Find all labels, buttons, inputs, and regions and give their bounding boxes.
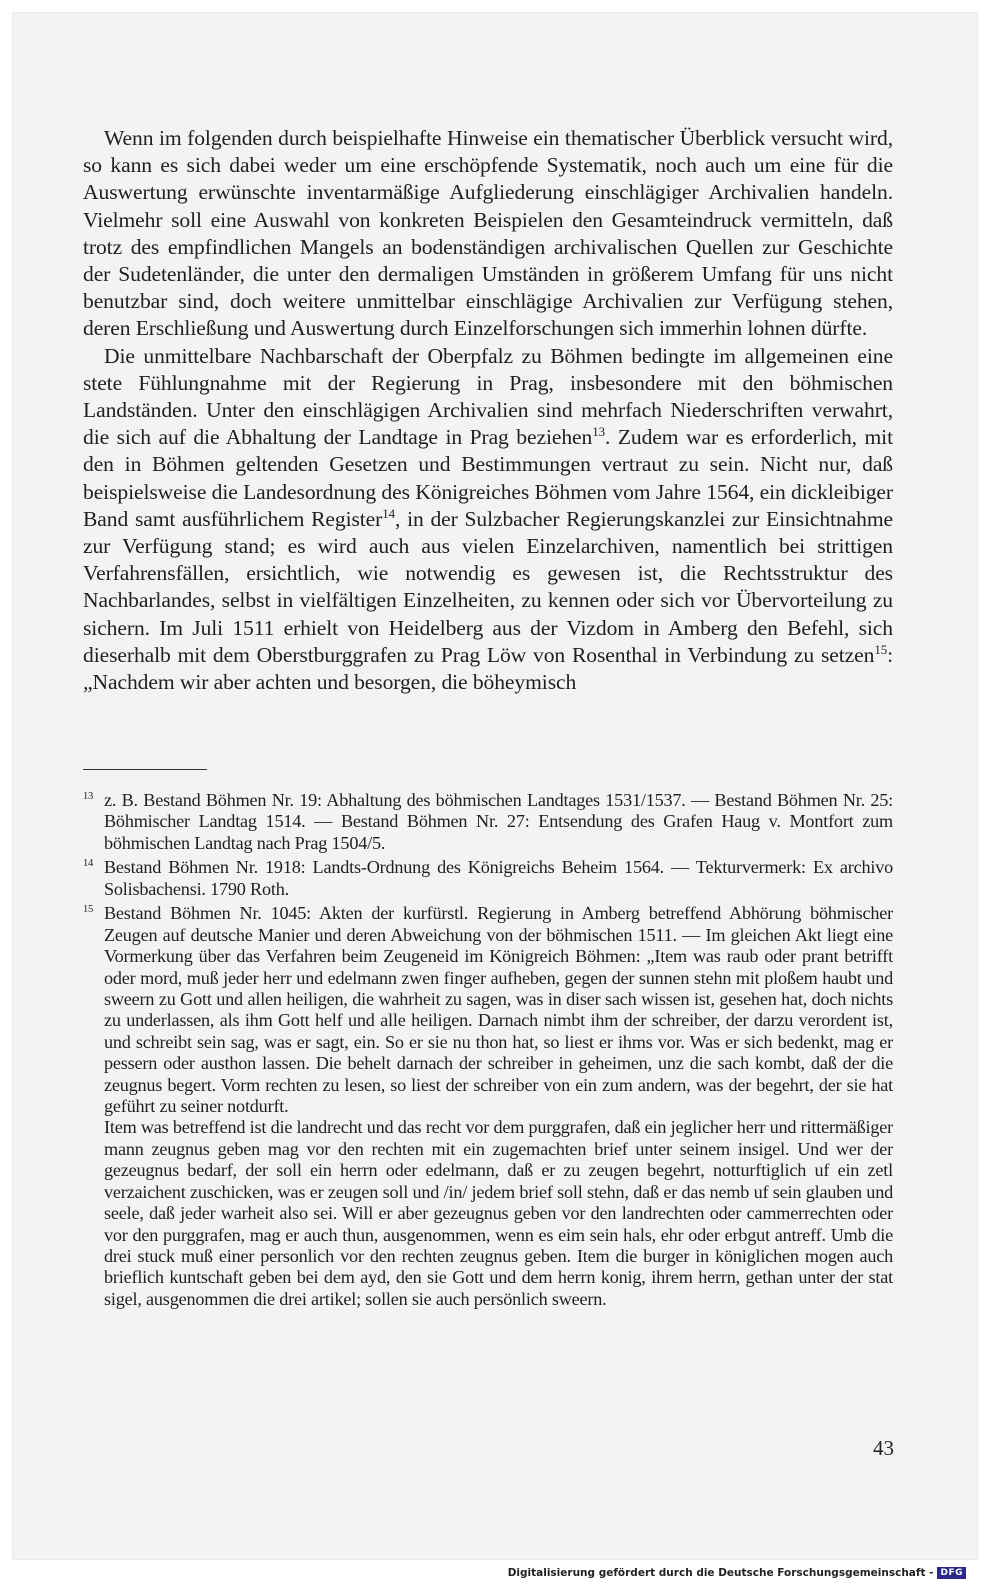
footnote-number: 15	[83, 904, 94, 916]
dfg-logo: DFG	[937, 1567, 966, 1579]
footnotes	[83, 790, 893, 1313]
footnote-text: Bestand Böhmen Nr. 1045: Akten der kurfürstl. Regierung in Amberg betreffend Abhörung böhmischer Zeugen auf deutsche Manier und deren Abweichung von der böhmischen 1511. — Im gleichen Akt liegt eine Vormerkung über das Verfahren beim Zeugeneid im Königreich Böhmen: „Item was raub oder prant betrifft oder mord, muß jeder herr und edelmann zwen finger aufheben, gegen der sunnen stehn mit ploßem haubt und sweern zu Gott und allen heiligen, die wahrheit zu sagen, was in diser sach wissen ist, gesehen hat, doch nichts zu underlassen, als ihm Gott helf und alle heiligen. Darnach nimbt ihm der schreiber, der darzu verordent ist, und schreibt sein sag, was er sagt, ein. So er sie nu thon hat, so liest er ihms vor. Was er sich bedenkt, mag er pessern oder austhon lassen. Die behelt darnach der schreiber in geheimen, unz die sach kombt, daß der die zeugnus begert. Vorm rechten zu lesen, so liest der schreiber von ein zum andern, was der begehrt, der sie hat geführt zu seiner notdurft.	[104, 903, 893, 1117]
footnote-14	[83, 857, 893, 900]
paragraph-2-text-d: : „Nachdem wir aber achten und besorgen, die böheymisch	[83, 642, 893, 695]
paragraph-2-text-c: , in der Sulzbacher Regierungskanzlei zur Einsichtnahme zur Verfügung stand; es wird auch aus vielen Einzelarchiven, namentlich bei strittigen Verfahrensfällen, ersichtlich, wie notwendig es gewesen ist, die Rechtsstruktur des Nachbarlandes, selbst in vielfältigen Einzelheiten, zu kennen oder sich vor Übervorteilung zu sichern. Im Juli 1511 erhielt von Heidelberg aus der Vizdom in Amberg den Befehl, sich dieserhalb mit dem Oberstburggrafen zu Prag Löw von Rosenthal in Verbindung zu setzen	[83, 506, 894, 667]
footnote-15	[83, 903, 893, 1310]
paragraph-2	[83, 343, 893, 697]
digitization-credit	[508, 1567, 966, 1579]
footnote-number: 13	[83, 791, 94, 802]
footnote-ref-15: 15	[874, 641, 888, 657]
page-number: 43	[873, 1436, 894, 1460]
footnote-number: 14	[83, 858, 94, 870]
footnote-text: z. B. Bestand Böhmen Nr. 19: Abhaltung des böhmischen Landtages 1531/1537. — Bestand Böhmen Nr. 25: Böhmischer Landtag 1514. — Bestand Böhmen Nr. 27: Entsendung des Grafen Haug v. Montfort zum böhmischen Landtag nach Prag 1504/5.	[104, 790, 893, 853]
footnote-text-continued: Item was betreffend ist die landrecht und das recht vor dem purggrafen, daß ein jeglicher herr und rittermäßiger mann zeugnus geben mag vor den rechten mit ein zugemachten brief unter seinem insigel. Und wer der gezeugnus bedarf, der soll ein herrn oder edelmann, daß er zu zeugen begehrt, notturftiglich uf ein zetl verzaichent zuschicken, was er zeugen soll und /in/ jedem brief soll stehn, daß er das nemb uf sein glauben und seele, daß jeder warheit also sei. Will er aber gezeugnus geben vor den landrechten oder cammerrechten oder vor den purggrafen, mag er auch thun, ausgenommen, wenn es eim sein hals, ehr oder erbgut antreff. Umb die drei stuck muß einer personlich vor den rechten zeugnus geben. Item die burger in königlichen mogen auch brieflich kuntschaft geben bei dem ayd, den sie Gott und dem herrn konig, ihrem herrn, gethan unter der stat sigel, ausgenommen die drei artikel; sollen sie auch persönlich sweern.	[104, 1117, 893, 1309]
main-text	[83, 125, 893, 696]
footnote-ref-14: 14	[382, 505, 396, 521]
footnote-divider	[83, 769, 207, 770]
paragraph-2-text-b: . Zudem war es erforderlich, mit den in Böhmen geltenden Gesetzen und Bestimmungen vertraut zu sein. Nicht nur, daß beispielsweise die Landesordnung des Königreiches Böhmen vom Jahre 1564, ein dickleibiger Band samt ausführlichem Register	[83, 425, 893, 531]
credit-text: Digitalisierung gefördert durch die Deutsche Forschungsgemeinschaft -	[507, 1567, 934, 1579]
footnote-ref-13: 13	[592, 424, 605, 440]
paragraph-1: Wenn im folgenden durch beispielhafte Hinweise ein thematischer Überblick versucht wird, so kann es sich dabei weder um eine erschöpfende Systematik, noch auch um eine für die Auswertung erwünschte inventarmäßige Aufgliederung einschlägiger Archivalien handeln. Vielmehr soll eine Auswahl von konkreten Beispielen den Gesamteindruck vermitteln, daß trotz des empfindlichen Mangels an bodenständigen archivalischen Quellen zur Geschichte der Sudetenländer, die unter den dermaligen Umständen in größerem Umfang für uns nicht benutzbar sind, doch weitere unmittelbar einschlägige Archivalien zur Verfügung stehen, deren Erschließung und Auswertung durch Einzelforschungen sich immerhin lohnen dürfte.	[83, 126, 893, 341]
footnote-text: Bestand Böhmen Nr. 1918: Landts-Ordnung des Königreichs Beheim 1564. — Tekturvermerk: Ex archivo Solisbachensi. 1790 Roth.	[104, 857, 893, 899]
paragraph-2-text-a: Die unmittelbare Nachbarschaft der Oberpfalz zu Böhmen bedingte im allgemeinen eine stete Fühlungnahme mit der Regierung in Prag, insbesondere mit den böhmischen Landständen. Unter den einschlägigen Archivalien sind mehrfach Niederschriften verwahrt, die sich auf die Abhaltung der Landtage in Prag beziehen	[83, 343, 893, 450]
footnote-13	[83, 790, 893, 854]
